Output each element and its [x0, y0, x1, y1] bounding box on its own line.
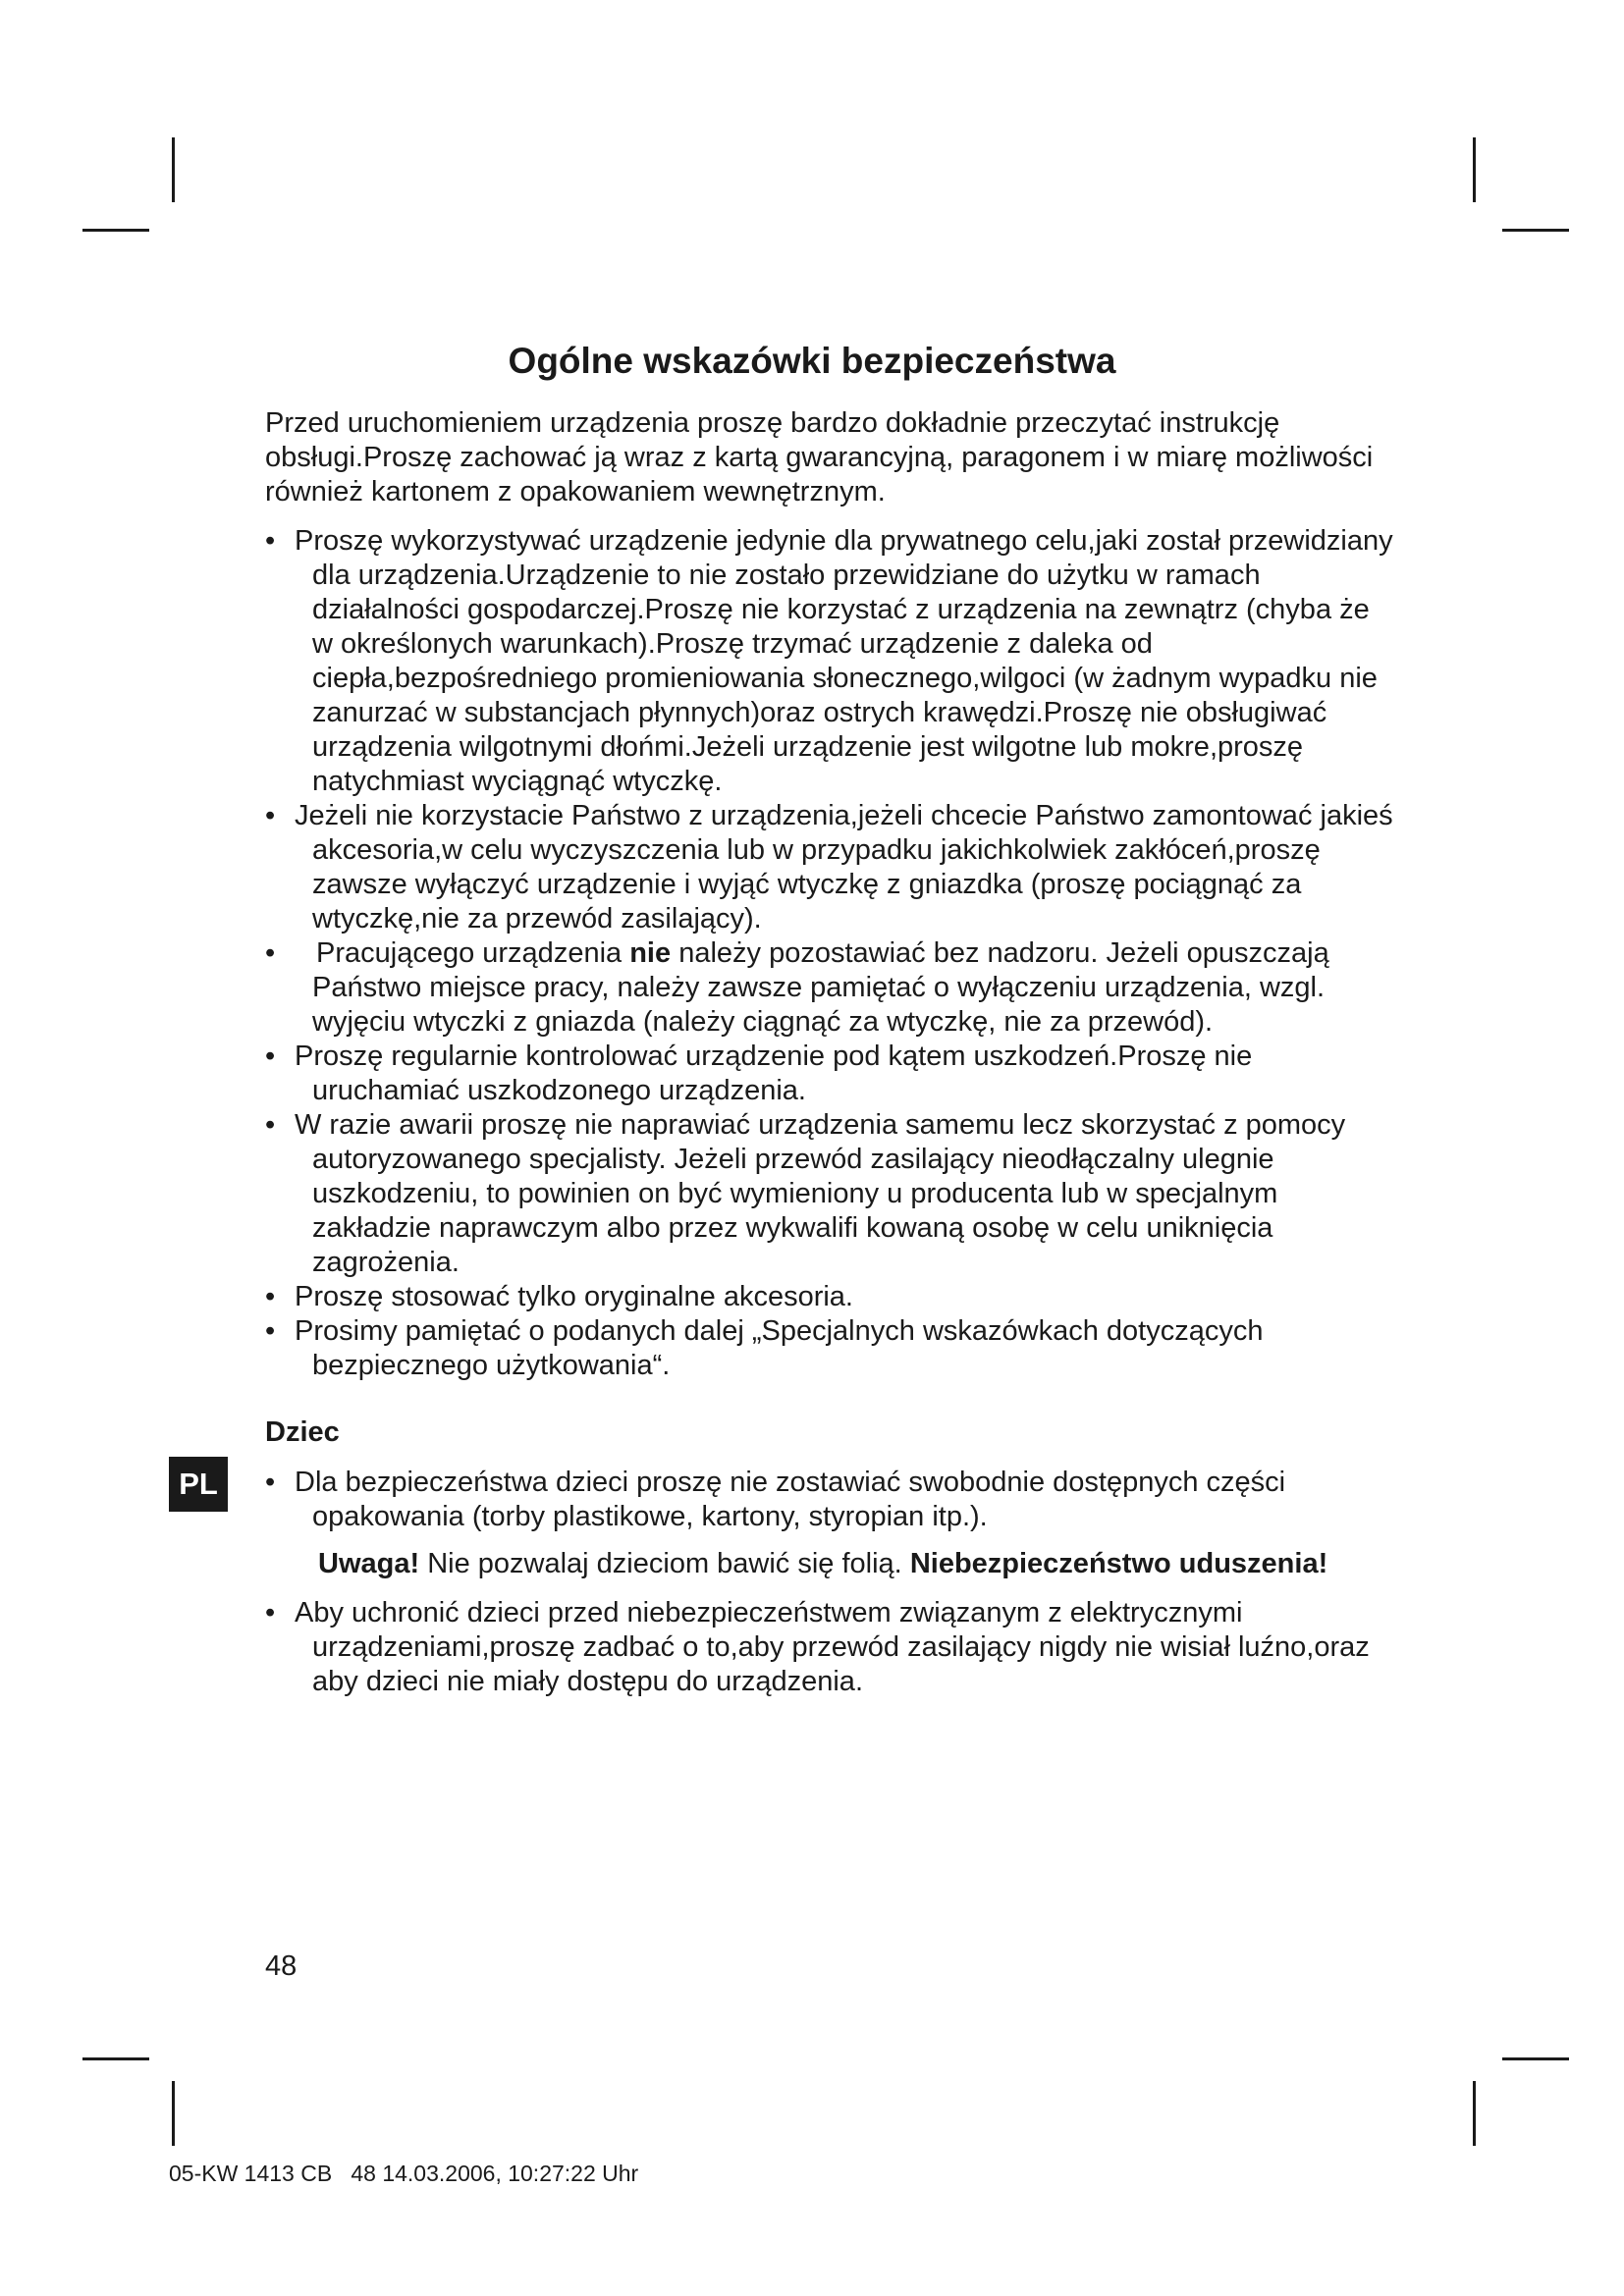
list-item-text: Jeżeli nie korzystacie Państwo z urządzenia,jeżeli chcecie Państwo zamontować jakieś akcesoria,w celu wyczyszczenia lub w przypadku jakichkolwiek zakłóceń,proszę zawsze wyłączyć urządzenie i wyjąć wtyczkę z gniazdka (proszę pociągnąć za wtyczkę,nie za przewód zasilający). — [295, 800, 1393, 934]
page-number: 48 — [265, 1950, 298, 1982]
crop-mark-bottom-right-vertical — [1473, 2081, 1476, 2146]
list-item — [265, 936, 1394, 1040]
bullet-icon: • — [265, 937, 276, 969]
safety-list — [265, 524, 1394, 1383]
list-item — [265, 1596, 1394, 1699]
bullet-icon: • — [265, 1109, 276, 1141]
warning-note — [265, 1547, 1394, 1581]
list-item-text: Proszę stosować tylko oryginalne akcesoria. — [295, 1281, 853, 1312]
note-text: Nie pozwalaj dzieciom bawić się folią. — [427, 1548, 902, 1579]
page-title: Ogólne wskazówki bezpieczeństwa — [508, 341, 1116, 381]
list-item-text: Dla bezpieczeństwa dzieci proszę nie zostawiać swobodnie dostępnych części opakowania (torby plastikowe, kartony, styropian itp.). — [295, 1467, 1286, 1532]
note-warning: Niebezpieczeństwo uduszenia! — [909, 1548, 1328, 1579]
list-item-text: Proszę wykorzystywać urządzenie jedynie dla prywatnego celu,jaki został przewidziany dla urządzenia.Urządzenie to nie zostało przewidziane do użytku w ramach działalności gospodarczej.Proszę nie korzystać z urządzenia na zewnątrz (chyba że w określonych warunkach).Proszę trzymać urządzenie z daleka od ciepła,bezpośredniego promieniowania słonecznego,wilgoci (w żadnym wypadku nie zanurzać w substancjach płynnych)oraz ostrych krawędzi.Proszę nie obsługiwać urządzenia wilgotnymi dłońmi.Jeżeli urządzenie jest wilgotne lub mokre,proszę natychmiast wyciągnąć wtyczkę. — [295, 525, 1393, 797]
section-heading-children: Dziec — [265, 1416, 340, 1448]
list-item-text: Aby uchronić dzieci przed niebezpieczeństwem związanym z elektrycznymi urządzeniami,proszę zadbać o to,aby przewód zasilający nigdy nie wisiał luźno,oraz aby dzieci nie miały dostępu do urządzenia. — [295, 1597, 1370, 1697]
crop-mark-bottom-right-horizontal — [1502, 2057, 1569, 2060]
emphasis-text: nie — [629, 937, 672, 969]
crop-mark-top-right-vertical — [1473, 137, 1476, 202]
main-content — [265, 406, 1394, 1699]
bullet-icon: • — [265, 1041, 276, 1072]
children-list — [265, 1466, 1394, 1534]
list-item-text: Pracującego urządzenia — [316, 937, 623, 969]
bullet-icon: • — [265, 1281, 276, 1312]
intro-paragraph: Przed uruchomieniem urządzenia proszę bardzo dokładnie przeczytać instrukcję obsługi.Proszę zachować ją wraz z kartą gwarancyjną, paragonem i w miarę możliwości również kartonem z opakowaniem wewnętrznym. — [265, 407, 1374, 507]
crop-mark-bottom-left-vertical — [172, 2081, 175, 2146]
children-list-2 — [265, 1596, 1394, 1699]
crop-mark-top-left-horizontal — [82, 229, 149, 232]
bullet-icon: • — [265, 1597, 276, 1629]
list-item — [265, 1108, 1394, 1280]
list-item — [265, 1466, 1394, 1534]
list-item — [265, 524, 1394, 799]
bullet-icon: • — [265, 800, 276, 831]
crop-mark-bottom-left-horizontal — [82, 2057, 149, 2060]
note-label: Uwaga! — [318, 1548, 420, 1579]
list-item-text: W razie awarii proszę nie naprawiać urządzenia samemu lecz skorzystać z pomocy autoryzowanego specjalisty. Jeżeli przewód zasilający nieodłączalny ulegnie uszkodzeniu, to powinien on być wymieniony u producenta lub w specjalnym zakładzie naprawczym albo przez wykwalifi kowaną osobę w celu uniknięcia zagrożenia. — [295, 1109, 1346, 1278]
bullet-icon: • — [265, 525, 276, 557]
crop-mark-top-right-horizontal — [1502, 229, 1569, 232]
crop-mark-top-left-vertical — [172, 137, 175, 202]
language-badge: PL — [169, 1457, 228, 1512]
list-item-text: Prosimy pamiętać o podanych dalej „Specjalnych wskazówkach dotyczących bezpiecznego użytkowania“. — [295, 1315, 1264, 1381]
print-footer: 05-KW 1413 CB 48 14.03.2006, 10:27:22 Uhr — [169, 2161, 639, 2186]
list-item — [265, 1280, 1394, 1314]
list-item-text: należy pozostawiać bez nadzoru. Jeżeli opuszczają Państwo miejsce pracy, należy zawsze pamiętać o wyłączeniu urządzenia, wzgl. wyjęciu wtyczki z gniazda (należy ciągnąć za wtyczkę, nie za przewód). — [312, 937, 1329, 1038]
list-item-text: Proszę regularnie kontrolować urządzenie pod kątem uszkodzeń.Proszę nie uruchamiać uszkodzonego urządzenia. — [295, 1041, 1253, 1106]
bullet-icon: • — [265, 1467, 276, 1498]
list-item — [265, 1314, 1394, 1383]
list-item — [265, 1040, 1394, 1108]
list-item — [265, 799, 1394, 936]
bullet-icon: • — [265, 1315, 276, 1347]
